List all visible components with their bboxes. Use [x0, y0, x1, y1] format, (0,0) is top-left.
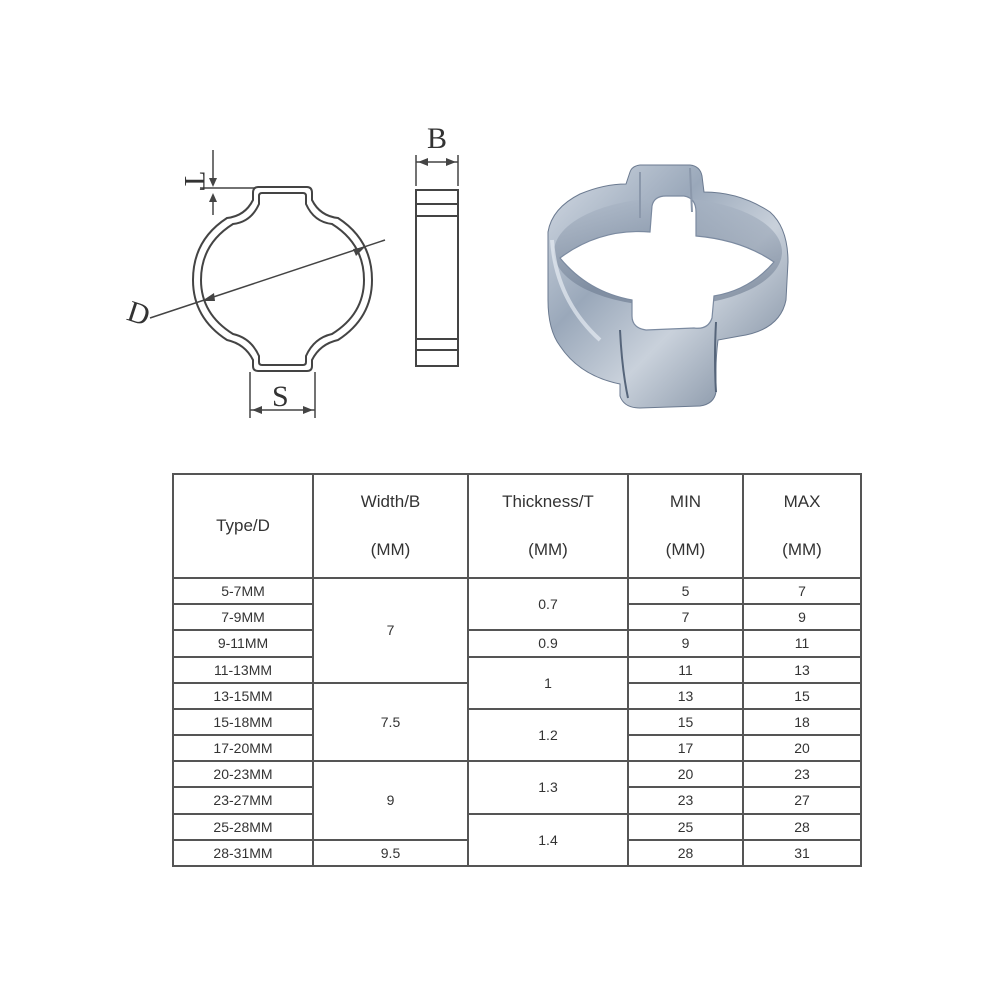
col-header-min: [628, 474, 743, 578]
cell-max: 11: [743, 630, 861, 656]
header-row: [173, 474, 861, 578]
cell-min: 9: [628, 630, 743, 656]
cell-max: 13: [743, 657, 861, 683]
cell-max: 28: [743, 814, 861, 840]
cell-type: 9-11MM: [173, 630, 313, 656]
cell-max: 31: [743, 840, 861, 866]
cell-thickness: 1: [468, 657, 628, 709]
label-diameter: D: [123, 294, 155, 333]
spec-table: [172, 473, 862, 867]
cell-thickness: 1.4: [468, 814, 628, 866]
spec-table-body: [173, 578, 861, 866]
cell-type: 17-20MM: [173, 735, 313, 761]
cell-max: 18: [743, 709, 861, 735]
table-row: [173, 578, 861, 604]
col-header-thickness: [468, 474, 628, 578]
cell-max: 23: [743, 761, 861, 787]
label-thickness: T: [178, 172, 211, 191]
col-header-type: [173, 474, 313, 578]
cell-min: 25: [628, 814, 743, 840]
col-header-type-line1: Type/D: [216, 516, 270, 535]
cell-max: 20: [743, 735, 861, 761]
cell-max: 7: [743, 578, 861, 604]
clamp-photo: [548, 165, 788, 408]
cell-thickness: 0.9: [468, 630, 628, 656]
cell-type: 7-9MM: [173, 604, 313, 630]
table-row: [173, 657, 861, 683]
cell-max: 27: [743, 787, 861, 813]
col-header-thickness-line2: (MM): [528, 540, 568, 559]
cell-type: 23-27MM: [173, 787, 313, 813]
label-ear-width: S: [272, 380, 289, 413]
technical-drawings: [0, 0, 1000, 460]
cell-max: 15: [743, 683, 861, 709]
cell-min: 28: [628, 840, 743, 866]
cell-type: 13-15MM: [173, 683, 313, 709]
col-header-max: [743, 474, 861, 578]
cell-width: 9.5: [313, 840, 468, 866]
cell-type: 28-31MM: [173, 840, 313, 866]
cell-width: 7: [313, 578, 468, 683]
cell-min: 20: [628, 761, 743, 787]
col-header-max-line2: (MM): [782, 540, 822, 559]
drawing-canvas: [0, 0, 1000, 460]
cell-min: 15: [628, 709, 743, 735]
cell-thickness: 1.3: [468, 761, 628, 813]
table-row: [173, 709, 861, 735]
col-header-width: [313, 474, 468, 578]
col-header-min-line2: (MM): [665, 540, 706, 559]
label-width: B: [427, 122, 448, 155]
cell-thickness: 0.7: [468, 578, 628, 630]
cell-type: 5-7MM: [173, 578, 313, 604]
cell-min: 5: [628, 578, 743, 604]
cell-max: 9: [743, 604, 861, 630]
col-header-max-line1: MAX: [783, 492, 821, 511]
cell-min: 13: [628, 683, 743, 709]
col-header-width-line1: Width/B: [360, 492, 421, 511]
cell-width: 9: [313, 761, 468, 840]
cell-type: 25-28MM: [173, 814, 313, 840]
col-header-min-line1: MIN: [669, 492, 702, 511]
cell-width: 7.5: [313, 683, 468, 762]
cell-min: 7: [628, 604, 743, 630]
cell-min: 23: [628, 787, 743, 813]
cell-type: 11-13MM: [173, 657, 313, 683]
col-header-width-line2: (MM): [370, 540, 411, 559]
table-row: [173, 814, 861, 840]
cell-thickness: 1.2: [468, 709, 628, 761]
table-row: [173, 630, 861, 656]
side-view: [416, 155, 458, 366]
cell-min: 17: [628, 735, 743, 761]
cell-type: 20-23MM: [173, 761, 313, 787]
clamp-outline-outer: [193, 187, 372, 371]
col-header-thickness-line1: Thickness/T: [502, 492, 594, 511]
table-row: [173, 761, 861, 787]
cell-type: 15-18MM: [173, 709, 313, 735]
cell-min: 11: [628, 657, 743, 683]
